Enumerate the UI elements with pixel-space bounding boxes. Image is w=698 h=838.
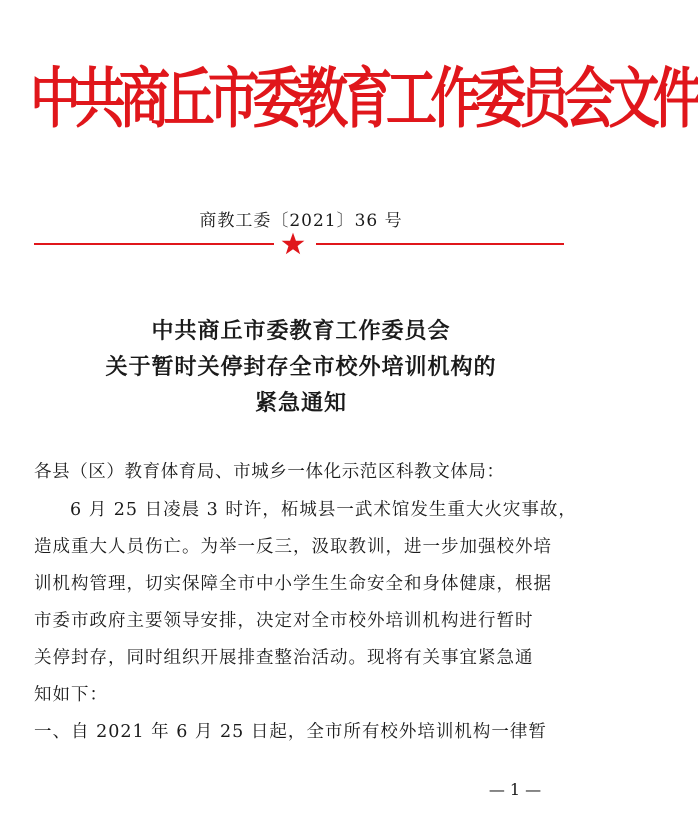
body-line: 关停封存，同时组织开展排查整治活动。现将有关事宜紧急通 xyxy=(34,648,534,668)
body-line: 市委市政府主要领导安排，决定对全市校外培训机构进行暂时 xyxy=(34,611,534,631)
red-rule-left xyxy=(34,243,274,245)
notice-title-line-2: 关于暂时关停封存全市校外培训机构的 xyxy=(105,354,497,380)
notice-title-line-3: 紧急通知 xyxy=(254,390,347,416)
body-line: 6 月 25 日凌晨 3 时许，柘城县一武术馆发生重大火灾事故， xyxy=(70,500,577,520)
recipient-line: 各县（区）教育体育局、市城乡一体化示范区科教文体局： xyxy=(34,462,505,482)
red-rule-right xyxy=(316,243,564,245)
body-line: 造成重大人员伤亡。为举一反三，汲取教训，进一步加强校外培 xyxy=(34,537,552,557)
body-line: 知如下： xyxy=(34,685,108,705)
body-line: 训机构管理，切实保障全市中小学生生命安全和身体健康，根据 xyxy=(34,574,552,594)
document-number: 商教工委〔2021〕36 号 xyxy=(199,211,403,231)
red-star-icon xyxy=(280,231,306,257)
document-masthead: 中共商丘市委教育工作委员会文件 xyxy=(30,60,698,138)
body-line: 一、自 2021 年 6 月 25 日起，全市所有校外培训机构一律暂 xyxy=(34,722,547,742)
page-number: — 1 — xyxy=(488,780,542,799)
notice-title-line-1: 中共商丘市委教育工作委员会 xyxy=(151,318,451,344)
